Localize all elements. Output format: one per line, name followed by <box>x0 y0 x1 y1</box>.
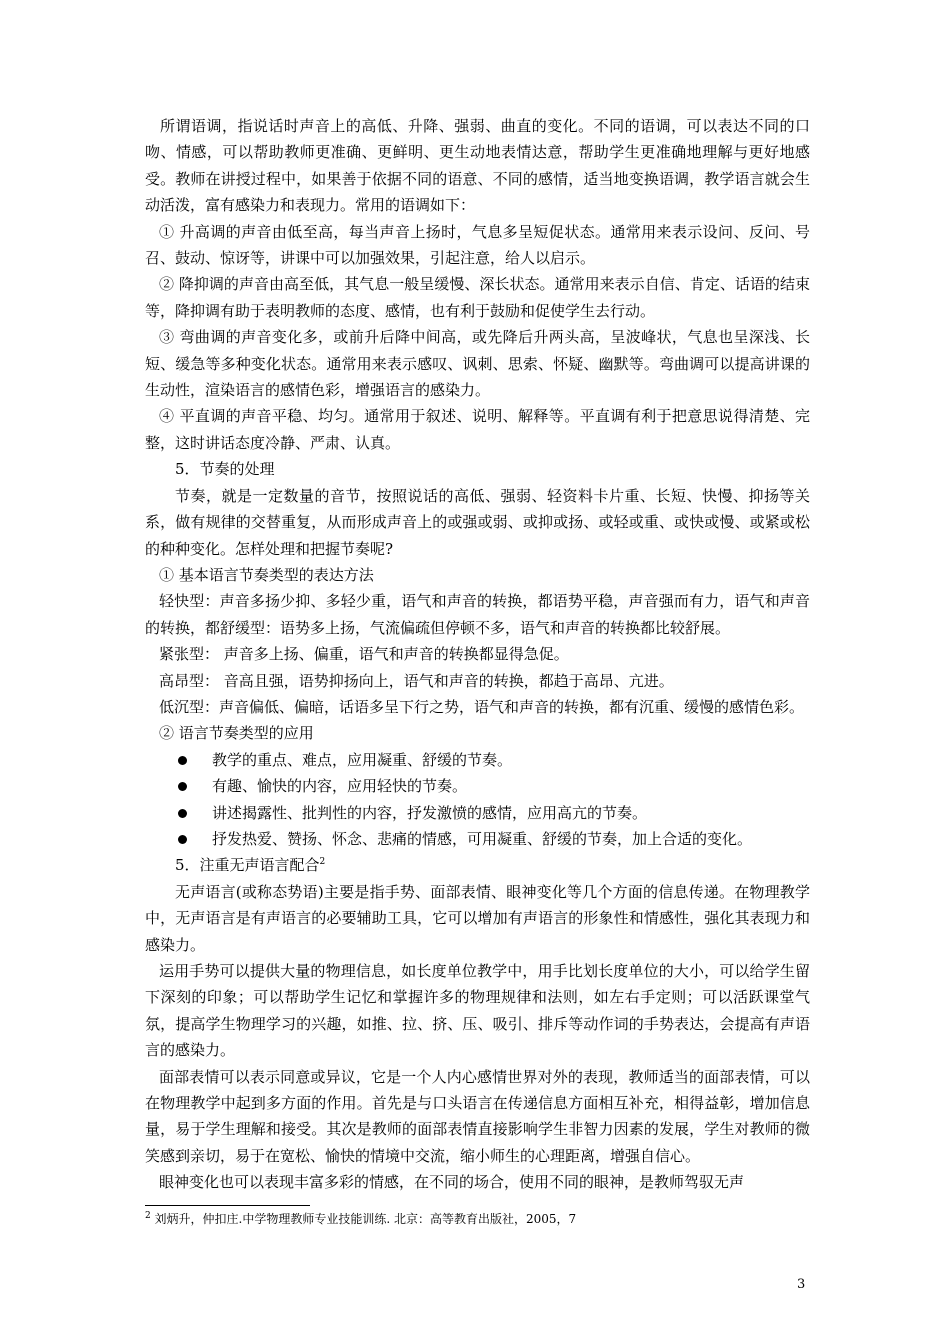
bullet-icon <box>178 835 187 844</box>
list-item-text: 讲述揭露性、批判性的内容，抒发激愤的感情，应用高亢的节奏。 <box>212 803 648 822</box>
list-item <box>145 773 810 799</box>
list-item <box>145 747 810 773</box>
body-text <box>145 113 810 1196</box>
footnote <box>145 1211 810 1227</box>
section-heading-rhythm: 5．节奏的处理 <box>175 460 275 479</box>
gesture-paragraph: 运用手势可以提供大量的物理信息，如长度单位教学中，用手比划长度单位的大小，可以给学生留下深刻的印象；可以帮助学生记忆和掌握许多的物理规律和法则，如左右手定则；可以活跃课堂气氛，提高学生物理学习的兴趣，如推、拉、挤、压、吸引、排斥等动作词的手势表达，会提高有声语言的感染力。 <box>145 962 810 1060</box>
page-number: 3 <box>797 1277 806 1292</box>
falling-tone-paragraph: ② 降抑调的声音由高至低，其气息一般呈缓慢、深长状态。通常用来表示自信、肯定、话语的结束等，降抑调有助于表明教师的态度、感情，也有利于鼓励和促使学生去行动。 <box>145 275 810 320</box>
bullet-icon <box>178 782 187 791</box>
intonation-intro-paragraph: 所谓语调，指说话时声音上的高低、升降、强弱、曲直的变化。不同的语调，可以表达不同的口吻、情感，可以帮助教师更准确、更鲜明、更生动地表情达意，帮助学生更准确地理解与更好地感受。教师在讲授过程中，如果善于依据不同的语意、不同的感情，适当地变换语调，教学语言就会生动活泼，富有感染力和表现力。常用的语调如下： <box>145 117 810 215</box>
flat-tone-paragraph: ④ 平直调的声音平稳、均匀。通常用于叙述、说明、解释等。平直调有利于把意思说得清楚、完整，这时讲话态度冷静、严肃、认真。 <box>145 407 810 452</box>
list-item-text: 有趣、愉快的内容，应用轻快的节奏。 <box>212 777 468 796</box>
footnote-reference[interactable]: 2 <box>319 857 326 868</box>
rhythm-type-tense: 紧张型： 声音多上扬、偏重，语气和声音的转换都显得急促。 <box>159 645 569 664</box>
rising-tone-paragraph: ① 升高调的声音由低至高，每当声音上扬时，气息多呈短促状态。通常用来表示设问、反问、号召、鼓动、惊讶等，讲课中可以加强效果，引起注意，给人以启示。 <box>145 222 810 268</box>
footnote-text: 刘炳升，仲扣庄.中学物理教师专业技能训练. 北京：高等教育出版社，2005，7 <box>150 1212 577 1226</box>
footnote-separator <box>145 1205 310 1206</box>
rhythm-type-low: 低沉型：声音偏低、偏暗，话语多呈下行之势，语气和声音的转换，都有沉重、缓慢的感情色彩。 <box>159 697 805 716</box>
rhythm-application-list <box>145 747 810 853</box>
section-heading-nonverbal-text: 5．注重无声语言配合 <box>175 856 320 875</box>
rhythm-type-high: 高昂型： 音高且强，语势抑扬向上，语气和声音的转换，都趋于高昂、亢进。 <box>159 671 674 690</box>
rhythm-type-light: 轻快型：声音多扬少抑、多轻少重，语气和声音的转换，都语势平稳，声音强而有力，语气和声音的转换，都舒缓型：语势多上扬，气流偏疏但停顿不多，语气和声音的转换都比较舒展。 <box>145 592 810 637</box>
list-item <box>145 800 810 826</box>
rhythm-subheading-application: ② 语言节奏类型的应用 <box>159 724 314 743</box>
section-heading-nonverbal <box>145 852 810 878</box>
footnote-mark: 2 <box>145 1211 151 1221</box>
bullet-icon <box>178 809 187 818</box>
rhythm-intro-paragraph: 节奏，就是一定数量的音节，按照说话的高低、强弱、轻资料卡片重、长短、快慢、抑扬等关系，做有规律的交替重复，从而形成声音上的或强或弱、或抑或扬、或轻或重、或快或慢、或紧或松的种种变化。怎样处理和把握节奏呢? <box>145 486 810 558</box>
nonverbal-intro-paragraph: 无声语言(或称态势语)主要是指手势、面部表情、眼神变化等几个方面的信息传递。在物理教学中，无声语言是有声语言的必要辅助工具，它可以增加有声语言的形象性和情感性，强化其表现力和感染力。 <box>145 882 810 954</box>
list-item-text: 教学的重点、难点，应用凝重、舒缓的节奏。 <box>212 750 513 769</box>
list-item-text: 抒发热爱、赞扬、怀念、悲痛的情感，可用凝重、舒缓的节奏，加上合适的变化。 <box>212 829 753 848</box>
curved-tone-paragraph: ③ 弯曲调的声音变化多，或前升后降中间高，或先降后升两头高，呈波峰状，气息也呈深浅、长短、缓急等多种变化状态。通常用来表示感叹、讽刺、思索、怀疑、幽默等。弯曲调可以提高讲课的生动性，渲染语言的感情色彩，增强语言的感染力。 <box>145 328 810 400</box>
bullet-icon <box>178 756 187 765</box>
rhythm-subheading-types: ① 基本语言节奏类型的表达方法 <box>159 565 374 584</box>
facial-expression-paragraph: 面部表情可以表示同意或异议，它是一个人内心感情世界对外的表现，教师适当的面部表情，可以在物理教学中起到多方面的作用。首先是与口头语言在传递信息方面相互补充，相得益彰，增加信息量，易于学生理解和接受。其次是教师的面部表情直接影响学生非智力因素的发展，学生对教师的微笑感到亲切，易于在宽松、愉快的情境中交流，缩小师生的心理距离，增强自信心。 <box>145 1067 810 1165</box>
list-item <box>145 826 810 852</box>
eye-contact-paragraph: 眼神变化也可以表现丰富多彩的情感，在不同的场合，使用不同的眼神，是教师驾驭无声 <box>159 1173 745 1192</box>
